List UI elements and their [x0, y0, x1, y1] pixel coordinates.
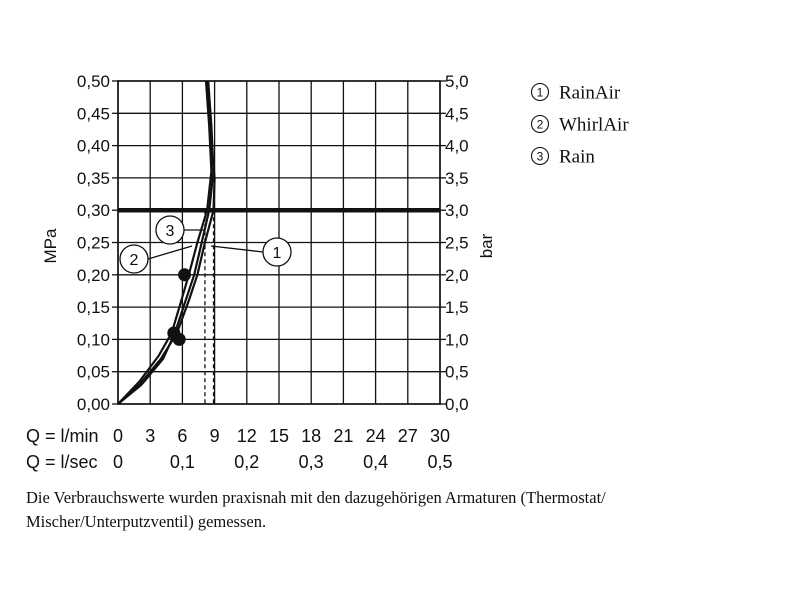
y-left-tick-label: 0,10 — [76, 330, 110, 350]
y-left-tick-label: 0,30 — [76, 201, 110, 221]
legend-label: RainAir — [559, 82, 621, 104]
callout-rainair-leader — [211, 246, 263, 252]
y-right-tick-label: 2,0 — [445, 265, 469, 285]
y-right-tick-label: 2,5 — [445, 233, 469, 253]
y-right-tick-label: 1,5 — [445, 298, 469, 318]
x-row1-tick-label: 27 — [397, 426, 418, 446]
y-right-tick-label: 0,0 — [445, 395, 469, 414]
y-right-tick-label: 4,0 — [445, 136, 469, 156]
x-row2-tick-label: 0,1 — [169, 452, 195, 472]
y-right-tick-label: 3,0 — [445, 201, 469, 221]
y-left-tick-label: 0,35 — [76, 168, 110, 188]
x-row2-tick-label: 0,3 — [298, 452, 324, 472]
y-right-tick-label: 5,0 — [445, 72, 469, 91]
callout-rain-number: 3 — [165, 223, 175, 240]
y-left-tick-label: 0,25 — [76, 233, 110, 253]
x-row1-tick-label: 0 — [112, 426, 124, 446]
x-row2-tick-label: 0,4 — [363, 452, 389, 472]
y-axis-right-label: bar — [477, 233, 496, 259]
x-row1-tick-label: 12 — [236, 426, 257, 446]
x-row2-tick-label: 0,5 — [427, 452, 453, 472]
y-left-tick-label: 0,50 — [76, 72, 110, 91]
x-axis-row1-label: Q = l/min — [26, 426, 99, 446]
marker-rain — [167, 326, 180, 339]
callout-whirlair-leader — [148, 246, 192, 259]
x-row1-tick-label: 18 — [301, 426, 322, 446]
x-row1-tick-label: 15 — [268, 426, 290, 446]
x-axis-row2-label: Q = l/sec — [26, 452, 98, 472]
x-row1-tick-label: 21 — [333, 426, 354, 446]
legend-number: 1 — [536, 85, 544, 100]
y-left-tick-label: 0,05 — [76, 362, 110, 382]
y-left-tick-label: 0,45 — [76, 104, 110, 124]
legend-number: 2 — [536, 117, 544, 132]
y-axis-left-label: MPa — [41, 228, 60, 264]
legend-label: WhirlAir — [559, 114, 629, 136]
y-left-tick-label: 0,40 — [76, 136, 110, 156]
legend-label: Rain — [559, 146, 595, 168]
x-row1-tick-label: 24 — [365, 426, 386, 446]
y-right-tick-label: 4,5 — [445, 104, 469, 124]
y-right-tick-label: 1,0 — [445, 330, 469, 350]
y-left-tick-label: 0,20 — [76, 265, 110, 285]
chart-legend — [532, 83, 630, 168]
x-row1-tick-label: 9 — [209, 426, 220, 446]
x-row2-tick-label: 0,2 — [234, 452, 260, 472]
callout-rainair-number: 1 — [272, 245, 282, 262]
legend-number: 3 — [536, 149, 544, 164]
x-row2-tick-label: 0 — [112, 452, 124, 472]
y-left-tick-label: 0,15 — [76, 298, 110, 318]
x-row1-tick-label: 3 — [145, 426, 156, 446]
y-left-tick-label: 0,00 — [76, 395, 110, 414]
x-row1-tick-label: 30 — [429, 426, 451, 446]
x-row1-tick-label: 6 — [177, 426, 188, 446]
y-right-tick-label: 3,5 — [445, 168, 469, 188]
caption-text: Die Verbrauchswerte wurden praxisnah mit den dazugehörigen Armaturen (Thermostat/ Mischer/Unterputzventil) gemessen. — [26, 488, 606, 531]
y-right-tick-label: 0,5 — [445, 362, 469, 382]
callout-whirlair-number: 2 — [129, 252, 139, 269]
